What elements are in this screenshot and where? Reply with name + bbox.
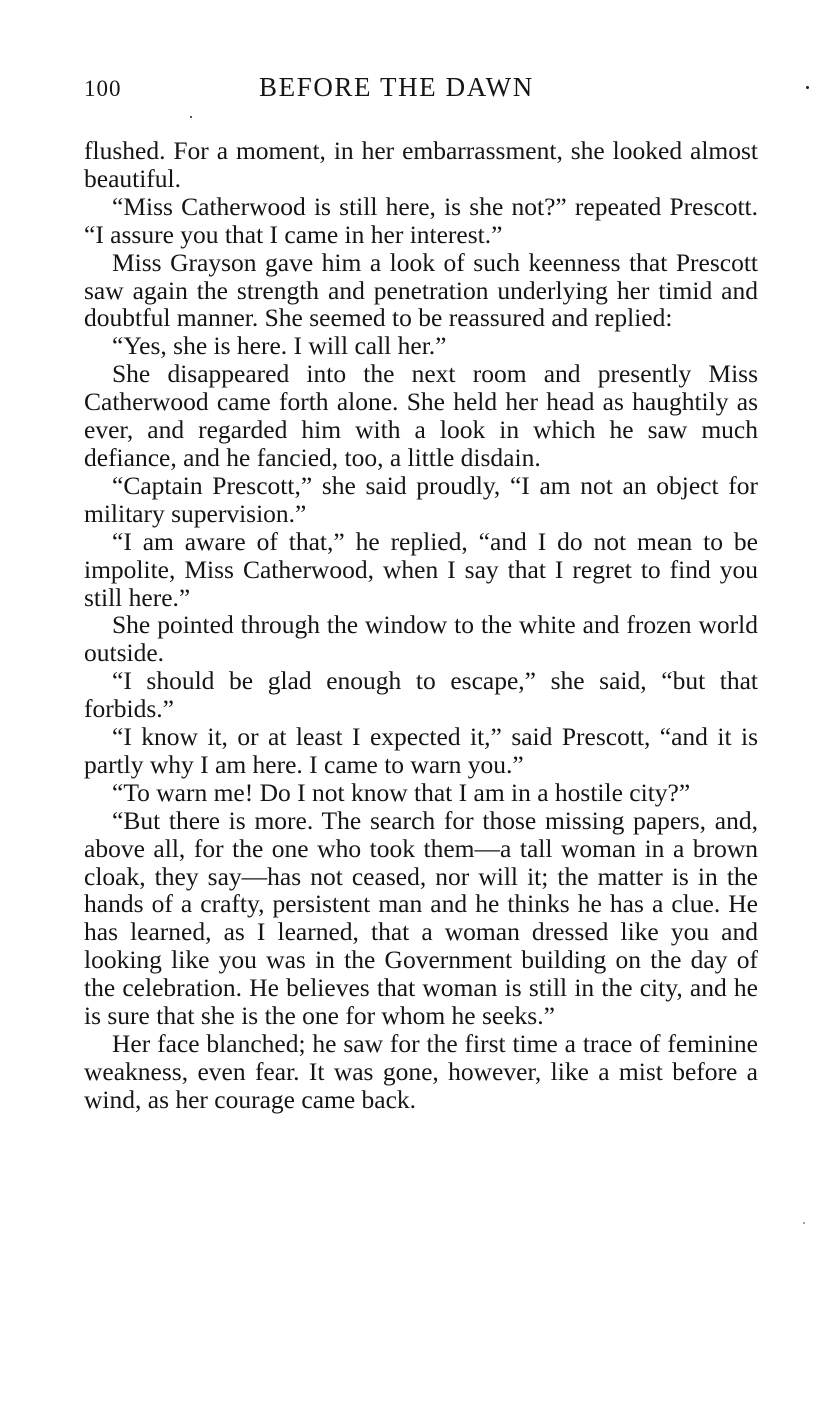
paragraph: “Miss Catherwood is still here, is she not?” repeated Prescott. “I assure you that I came in her interest.” xyxy=(84,191,758,249)
running-title: BEFORE THE DAWN xyxy=(259,72,534,102)
print-speck xyxy=(803,1222,805,1224)
paragraph: “But there is more. The search for those missing papers, and, above all, for the one who took them—a tall woman in a brown cloak, they say—has not ceased, nor will it; the matter is in the hands of a crafty, persistent man and he thinks he has a clue. He has learned, as I learned, that a woman dressed like you and looking like you was in the Government building on the day of the celebration. He believes that woman is still in the city, and he is sure that she is the one for whom he seeks.” xyxy=(84,805,758,1031)
paragraph: Miss Grayson gave him a look of such keenness that Prescott saw again the strength and penetration underlying her timid and doubtful manner. She seemed to be reassured and replied: xyxy=(84,247,758,333)
print-speck xyxy=(806,86,809,89)
paragraph: She pointed through the window to the white and frozen world outside. xyxy=(84,610,758,668)
paragraph: She disappeared into the next room and presently Miss Catherwood came forth alone. She held her head as haughtily as ever, and regarded him with a look in which he saw much defiance, and he fancied, too, a little disdain. xyxy=(84,359,758,472)
paragraph: flushed. For a moment, in her embarrassment, she looked almost beautiful. xyxy=(84,136,758,193)
paragraph: “I am aware of that,” he replied, “and I do not mean to be impolite, Miss Catherwood, when I say that I regret to find you still here.” xyxy=(84,526,758,612)
paragraph: Her face blanched; he saw for the first time a trace of feminine weakness, even fear. It was gone, however, like a mist before a wind, as her courage came back. xyxy=(84,1029,758,1114)
running-head xyxy=(84,72,758,108)
paragraph: “To warn me! Do I not know that I am in a hostile city?” xyxy=(112,777,691,807)
body-text xyxy=(84,137,758,1114)
paragraph: “I should be glad enough to escape,” she said, “but that forbids.” xyxy=(84,666,758,724)
paragraph: “Captain Prescott,” she said proudly, “I am not an object for military supervision.” xyxy=(84,470,758,528)
paragraph: “I know it, or at least I expected it,” said Prescott, “and it is partly why I am here. I came to warn you.” xyxy=(84,722,758,779)
print-speck xyxy=(190,116,192,118)
page-number: 100 xyxy=(84,76,122,101)
paragraph: “Yes, she is here. I will call her.” xyxy=(112,331,447,361)
